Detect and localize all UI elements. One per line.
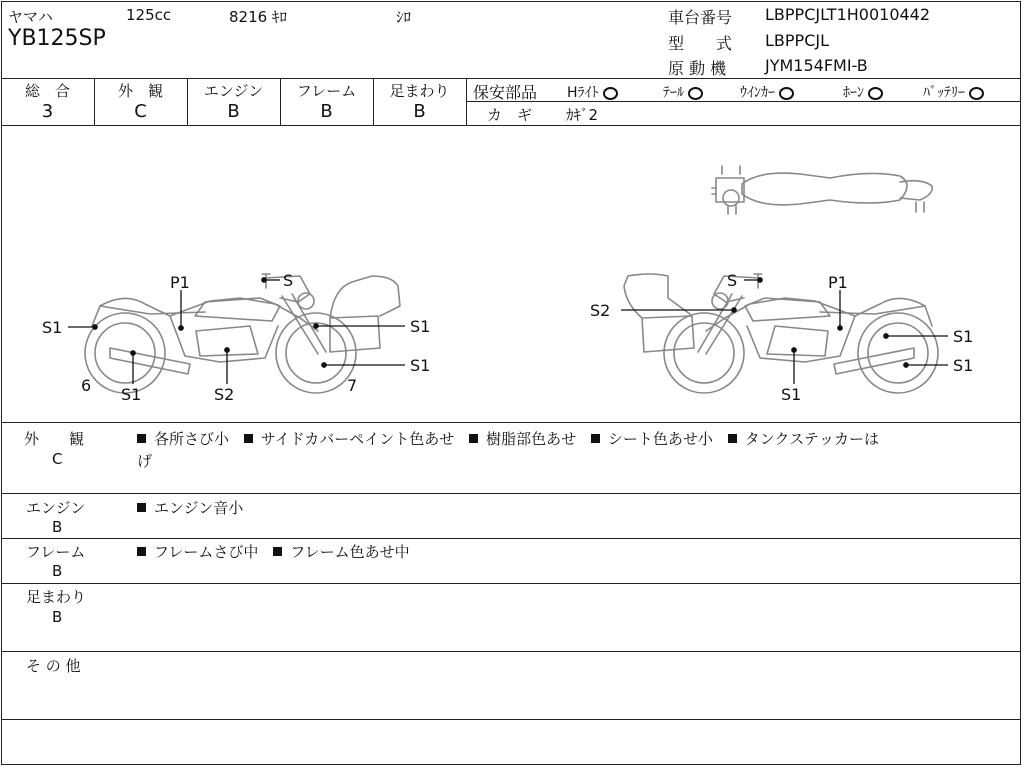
frame-number-label: 車台番号 [668, 8, 733, 27]
divider [1, 583, 1021, 584]
key-value: ｶｷﾞ2 [566, 106, 599, 124]
overall-score: 3 [41, 101, 54, 122]
model-code-label: 型 式 [668, 34, 733, 53]
ok-circle-icon [603, 87, 618, 100]
bullet-square-icon [137, 503, 146, 512]
mileage: 8216 ｷﾛ [229, 8, 287, 26]
notes-frame-label: フレーム [26, 543, 86, 561]
notes-exterior-grade: C [52, 450, 63, 468]
damage-label: S1 [953, 327, 974, 346]
damage-label: S1 [121, 385, 142, 404]
damage-label: S1 [781, 385, 802, 404]
ok-circle-icon [779, 87, 794, 100]
damage-label: 6 [81, 376, 92, 395]
model-code: LBPPCJL [765, 31, 829, 50]
suspension-label: 足まわり [389, 82, 450, 100]
notes-engine-items: エンジン音小 [137, 497, 243, 518]
frame-number: LBPPCJLT1H0010442 [765, 5, 931, 24]
overall-label: 総 合 [24, 82, 70, 100]
suspension-grade: B [413, 101, 426, 122]
notes-exterior-items: 各所さび小 サイドカバーペイント色あせ 樹脂部色あせ シート色あせ小 タンクステッカーは [137, 428, 879, 449]
damage-label: P1 [170, 273, 190, 292]
safety-item-winker: ｳｲﾝｶｰ [740, 82, 794, 102]
divider [1, 78, 1021, 79]
engine-code: JYM154FMI-B [765, 56, 868, 75]
safety-item-battery: ﾊﾞｯﾃﾘｰ [923, 82, 984, 102]
notes-exterior-label: 外 観 [24, 430, 85, 448]
safety-item-taillight: ﾃｰﾙ [663, 82, 703, 102]
notes-engine-label: エンジン [26, 499, 86, 517]
notes-exterior-continuation: げ [137, 452, 153, 470]
safety-item-horn: ﾎｰﾝ [843, 82, 883, 102]
bullet-square-icon [273, 547, 282, 556]
damage-label: S1 [410, 356, 431, 375]
key-label: カ ギ [487, 106, 533, 124]
frame-grade: B [320, 101, 333, 122]
damage-label: S [283, 271, 294, 290]
notes-engine-grade: B [52, 518, 63, 536]
damage-diagram [0, 126, 1022, 422]
notes-frame-items: フレームさび中 フレーム色あせ中 [137, 541, 410, 562]
notes-suspension-grade: B [52, 608, 63, 626]
engine-code-label: 原 動 機 [668, 59, 727, 78]
bullet-square-icon [591, 434, 600, 443]
safety-item-headlight: Hﾗｲﾄ [567, 82, 618, 102]
engine-label: エンジン [203, 82, 264, 100]
damage-label: S1 [953, 356, 974, 375]
notes-frame-grade: B [52, 562, 63, 580]
notes-other-label: そ の 他 [26, 657, 81, 675]
bullet-square-icon [137, 547, 146, 556]
ok-circle-icon [969, 87, 984, 100]
divider [466, 78, 467, 125]
damage-label: 7 [347, 376, 358, 395]
motorcycle-top-view-icon [712, 166, 932, 214]
model-name: YB125SP [8, 26, 106, 51]
divider [1, 651, 1021, 652]
damage-label: S1 [42, 318, 63, 337]
divider [1, 719, 1021, 720]
bullet-square-icon [469, 434, 478, 443]
body-color: ｼﾛ [396, 8, 412, 26]
exterior-grade: C [134, 101, 147, 122]
damage-label: S1 [410, 317, 431, 336]
safety-parts-label: 保安部品 [473, 83, 538, 102]
bullet-square-icon [244, 434, 253, 443]
frame-label: フレーム [296, 82, 357, 100]
ok-circle-icon [688, 87, 703, 100]
damage-label: S2 [214, 385, 235, 404]
damage-label: S2 [590, 301, 611, 320]
divider [1, 493, 1021, 494]
engine-grade: B [227, 101, 240, 122]
damage-label: S [727, 271, 738, 290]
bullet-square-icon [137, 434, 146, 443]
exterior-label: 外 観 [117, 82, 163, 100]
bullet-square-icon [728, 434, 737, 443]
notes-suspension-label: 足まわり [26, 588, 87, 606]
divider [1, 538, 1021, 539]
motorcycle-right-side-icon [624, 274, 938, 393]
ok-circle-icon [868, 87, 883, 100]
maker: ヤマハ [8, 8, 53, 26]
displacement: 125cc [126, 6, 172, 24]
damage-label: P1 [828, 273, 848, 292]
divider [1, 422, 1021, 423]
